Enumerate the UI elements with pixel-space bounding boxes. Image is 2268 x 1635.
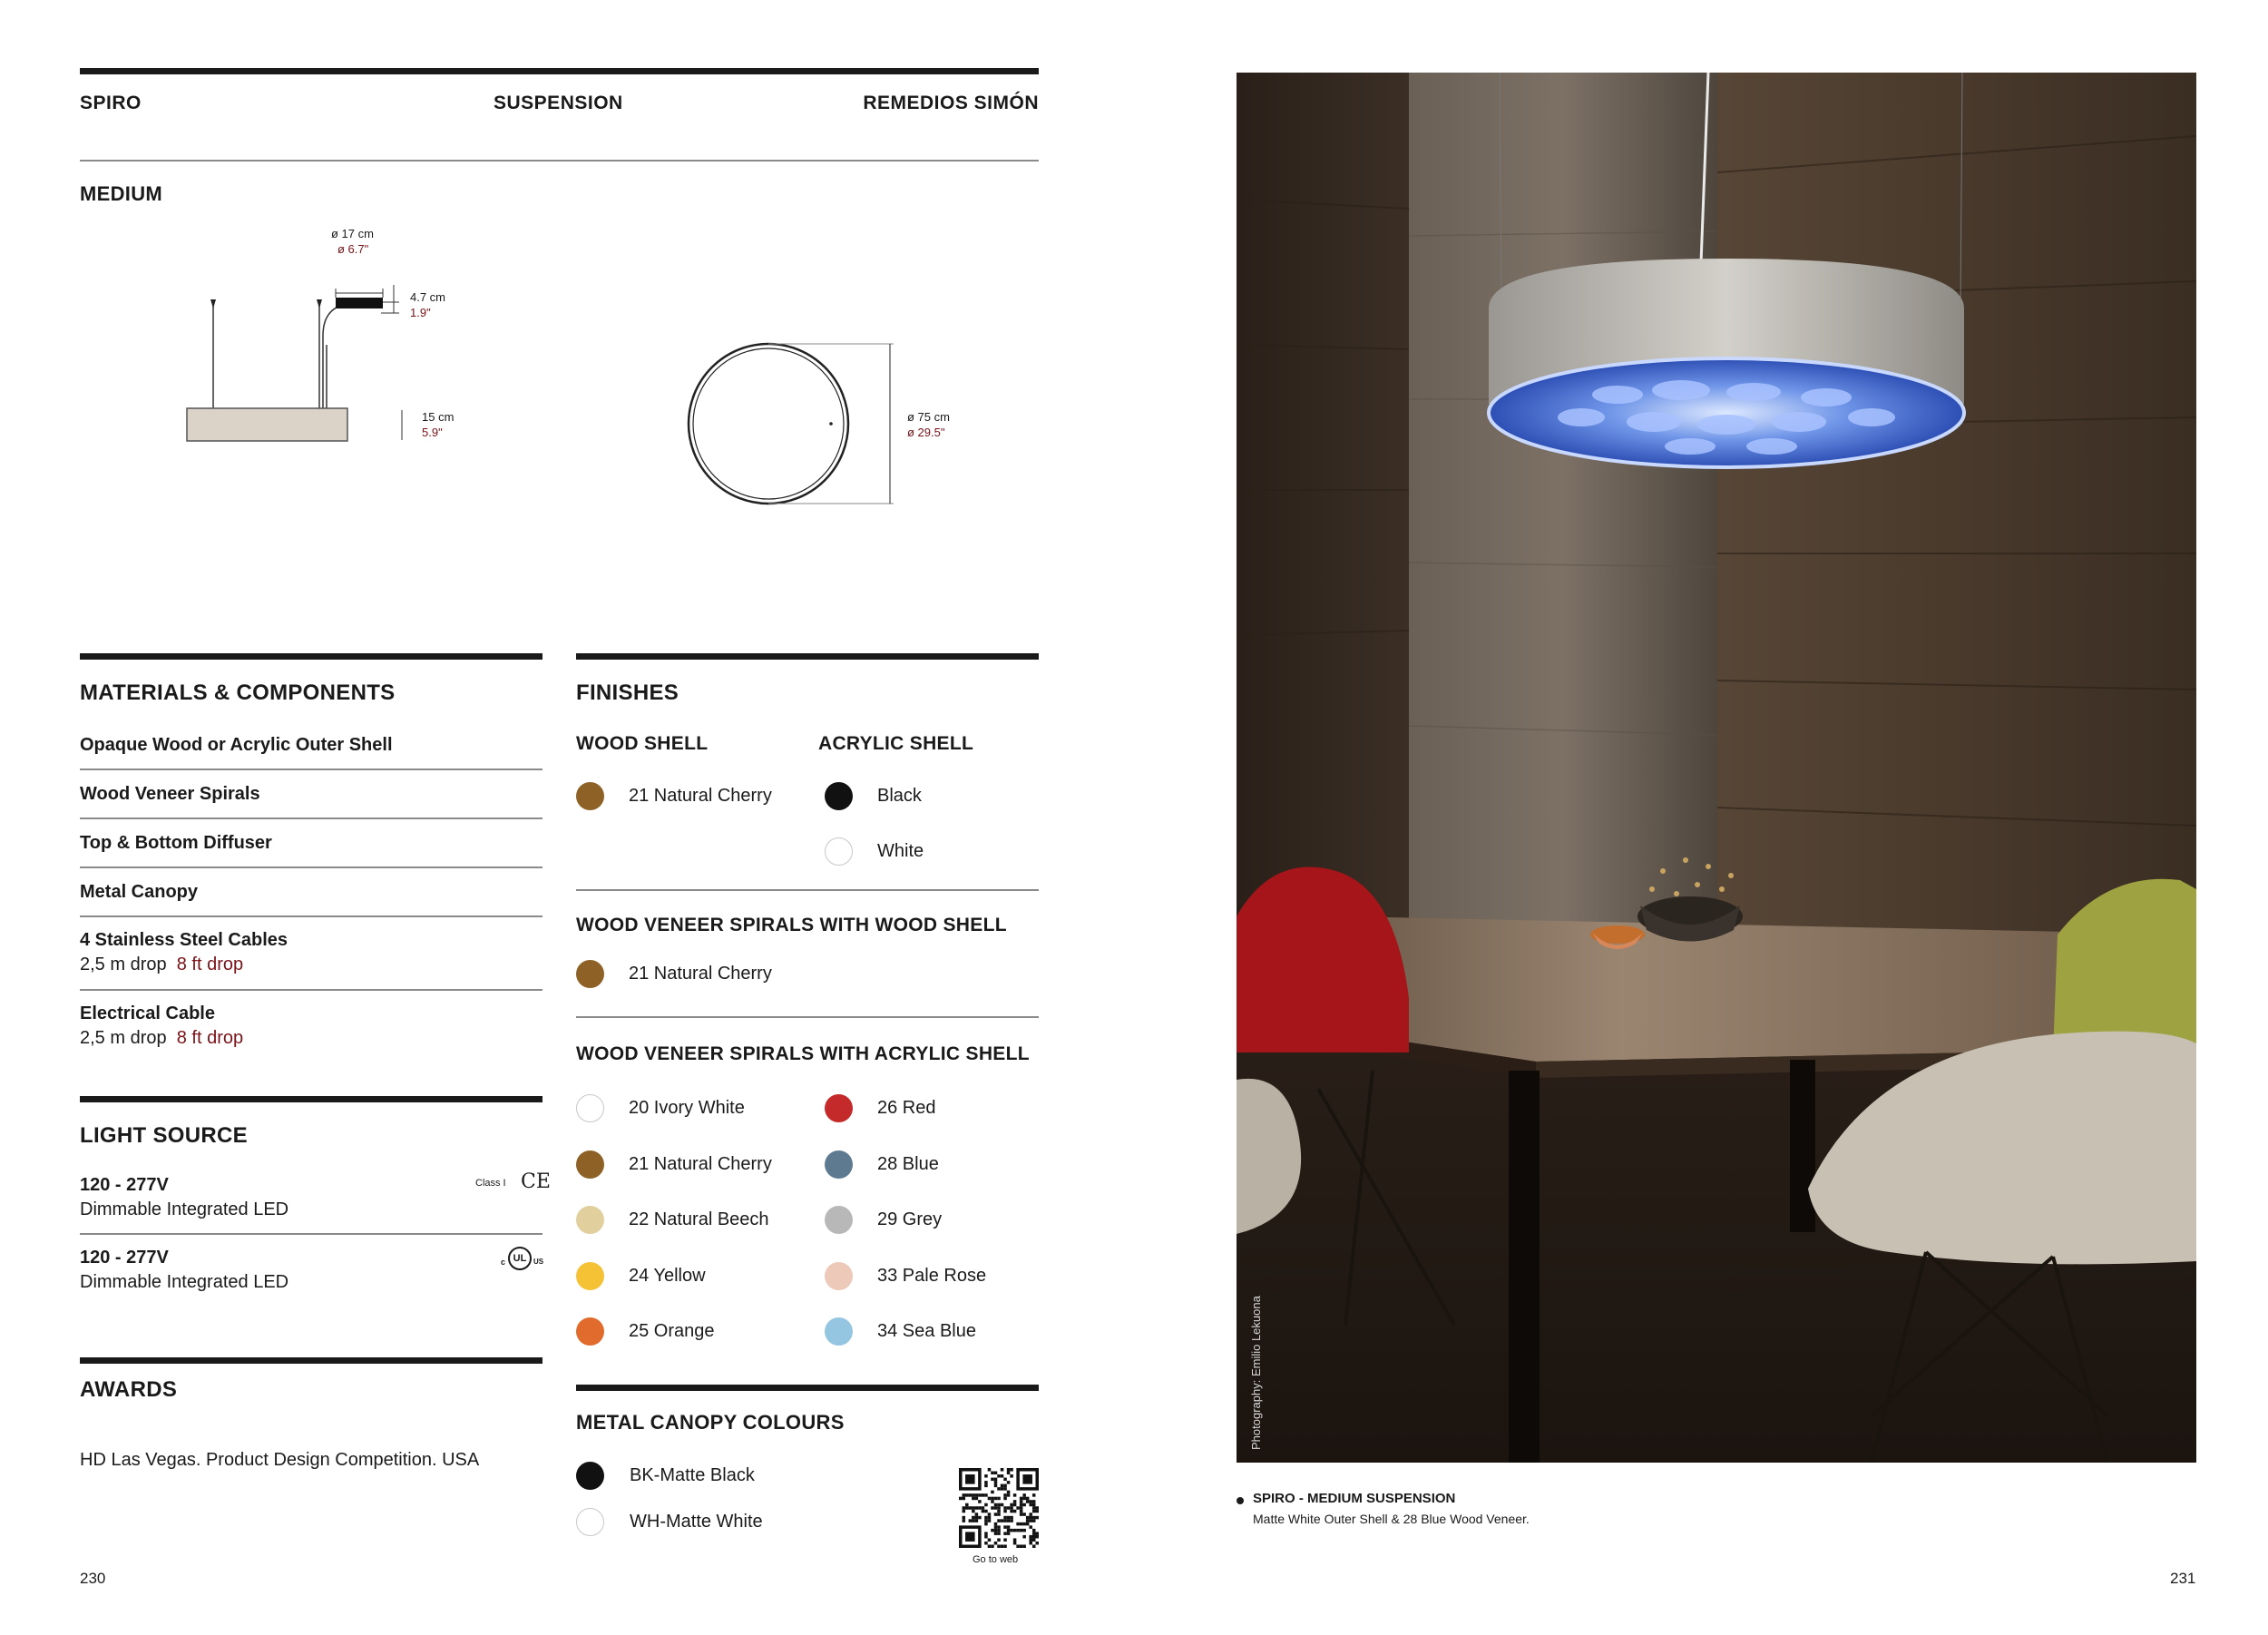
light-desc-1: Dimmable Integrated LED (80, 1199, 289, 1219)
canopy-height-cm: 4.7 cm (410, 290, 446, 304)
awards-title: AWARDS (80, 1377, 178, 1402)
shade-diameter-cm: ø 75 cm (907, 410, 950, 424)
divider (576, 889, 1039, 891)
side-view-drawing (136, 218, 499, 463)
material-outer-shell: Opaque Wood or Acrylic Outer Shell (80, 735, 393, 755)
swatch-label: 29 Grey (877, 1209, 943, 1229)
material-veneer-spirals: Wood Veneer Spirals (80, 784, 260, 804)
finish-swatch-row (576, 780, 772, 811)
light-desc-2: Dimmable Integrated LED (80, 1272, 289, 1292)
wood-shell-title: WOOD SHELL (576, 733, 709, 754)
swatch-label: 24 Yellow (629, 1265, 706, 1286)
finish-swatch-row (825, 1316, 976, 1346)
award-text: HD Las Vegas. Product Design Competition. USA (80, 1450, 480, 1470)
product-type: SUSPENSION (494, 93, 623, 113)
cable-drop-metric: 2,5 m drop (80, 955, 167, 974)
swatch-label: 21 Natural Cherry (629, 1153, 772, 1174)
material-steel-cables: 4 Stainless Steel Cables (80, 930, 288, 950)
materials-top-rule (80, 653, 543, 660)
material-diffuser: Top & Bottom Diffuser (80, 833, 272, 853)
finish-swatch-row (825, 1260, 986, 1291)
qr-label: Go to web (973, 1554, 1019, 1565)
shade-height-cm: 15 cm (422, 410, 455, 424)
light-source-top-rule (80, 1096, 543, 1102)
ce-mark-icon: CE (521, 1170, 551, 1193)
qr-code-icon (959, 1468, 1039, 1548)
canopy-diameter-in: ø 6.7" (337, 242, 369, 256)
caption-bullet-icon (1237, 1497, 1244, 1504)
finish-swatch-row (576, 1149, 772, 1180)
light-source-title: LIGHT SOURCE (80, 1123, 248, 1148)
finish-swatch-row (825, 1092, 936, 1123)
electrical-drop (80, 1028, 243, 1049)
finish-swatch-row (576, 1316, 715, 1346)
swatch-label: 28 Blue (877, 1153, 939, 1174)
acrylic-shell-title: ACRYLIC SHELL (818, 733, 974, 754)
electrical-drop-imperial: 8 ft drop (176, 1028, 244, 1048)
ul-mark-us: US (533, 1258, 544, 1266)
finish-swatch-row (825, 836, 924, 866)
swatch-sea-blue (825, 1317, 853, 1346)
swatch-white (825, 837, 853, 866)
divider (576, 1016, 1039, 1018)
product-photo (1237, 73, 2196, 1463)
awards-top-rule (80, 1357, 543, 1364)
material-electrical-cable: Electrical Cable (80, 1004, 215, 1023)
swatch-grey (825, 1206, 853, 1234)
page-number-right: 231 (2170, 1570, 2196, 1587)
size-label: MEDIUM (80, 182, 163, 205)
divider (80, 866, 543, 868)
electrical-drop-metric: 2,5 m drop (80, 1028, 167, 1048)
finish-swatch-row (825, 1204, 942, 1235)
swatch-label: WH-Matte White (630, 1511, 763, 1532)
cable-drop-imperial: 8 ft drop (176, 955, 244, 974)
finish-swatch-row (576, 1260, 706, 1291)
finish-swatch-row (825, 780, 922, 811)
swatch-label: 34 Sea Blue (877, 1320, 976, 1341)
swatch-label: 26 Red (877, 1097, 936, 1118)
product-name: SPIRO (80, 93, 142, 113)
swatch-label: White (877, 840, 924, 861)
light-voltage-2: 120 - 277V (80, 1248, 169, 1268)
shade-height-in: 5.9" (422, 426, 443, 439)
caption-text: Matte White Outer Shell & 28 Blue Wood Veneer. (1253, 1512, 1530, 1526)
swatch-natural-beech (576, 1206, 604, 1234)
divider (80, 989, 543, 991)
swatch-label: 21 Natural Cherry (629, 785, 772, 806)
designer-name: REMEDIOS SIMÓN (863, 93, 1039, 113)
swatch-orange (576, 1317, 604, 1346)
swatch-red (825, 1094, 853, 1122)
canopy-colours-title: METAL CANOPY COLOURS (576, 1411, 845, 1434)
canopy-height-in: 1.9" (410, 306, 431, 319)
divider (80, 818, 543, 819)
finish-swatch-row (576, 1506, 763, 1537)
swatch-natural-cherry (576, 960, 604, 988)
swatch-blue (825, 1150, 853, 1179)
finish-swatch-row (576, 958, 772, 989)
header-top-rule (80, 68, 1039, 74)
swatch-label: 33 Pale Rose (877, 1265, 987, 1286)
veneer-wood-title: WOOD VENEER SPIRALS WITH WOOD SHELL (576, 915, 1007, 935)
material-canopy: Metal Canopy (80, 882, 199, 902)
cable-drop (80, 955, 243, 975)
canopy-top-rule (576, 1385, 1039, 1391)
swatch-label: 22 Natural Beech (629, 1209, 769, 1229)
swatch-yellow (576, 1262, 604, 1290)
finish-swatch-row (825, 1149, 939, 1180)
divider (80, 915, 543, 917)
class-badge: Class I (475, 1178, 506, 1189)
top-view-drawing (676, 336, 912, 517)
swatch-label: 20 Ivory White (629, 1097, 745, 1118)
swatch-ivory-white (576, 1094, 604, 1122)
materials-title: MATERIALS & COMPONENTS (80, 680, 396, 705)
divider (80, 769, 543, 770)
finish-swatch-row (576, 1092, 745, 1123)
swatch-label: Black (877, 785, 922, 806)
finishes-top-rule (576, 653, 1039, 660)
swatch-label: 21 Natural Cherry (629, 963, 772, 984)
veneer-acrylic-title: WOOD VENEER SPIRALS WITH ACRYLIC SHELL (576, 1043, 1030, 1064)
swatch-matte-black (576, 1462, 604, 1490)
light-voltage-1: 120 - 277V (80, 1175, 169, 1195)
swatch-natural-cherry (576, 782, 604, 810)
finish-swatch-row (576, 1460, 755, 1491)
page-number-left: 230 (80, 1570, 106, 1587)
finish-swatch-row (576, 1204, 769, 1235)
shade-diameter-in: ø 29.5" (907, 426, 945, 439)
header-bottom-rule (80, 160, 1039, 162)
caption-title: SPIRO - MEDIUM SUSPENSION (1253, 1491, 1456, 1506)
canopy-diameter-cm: ø 17 cm (331, 227, 374, 240)
swatch-black (825, 782, 853, 810)
swatch-label: 25 Orange (629, 1320, 715, 1341)
ul-mark-circle: UL (508, 1247, 532, 1270)
swatch-matte-white (576, 1508, 604, 1536)
qr-code[interactable] (959, 1468, 1039, 1552)
divider (80, 1233, 543, 1235)
photo-credit: Photography: Emilio Lekuona (1249, 1296, 1263, 1450)
swatch-natural-cherry (576, 1150, 604, 1179)
ul-mark-c: c (501, 1258, 506, 1267)
swatch-label: BK-Matte Black (630, 1464, 755, 1485)
ul-mark-icon (501, 1247, 546, 1274)
swatch-pale-rose (825, 1262, 853, 1290)
finishes-title: FINISHES (576, 680, 679, 705)
